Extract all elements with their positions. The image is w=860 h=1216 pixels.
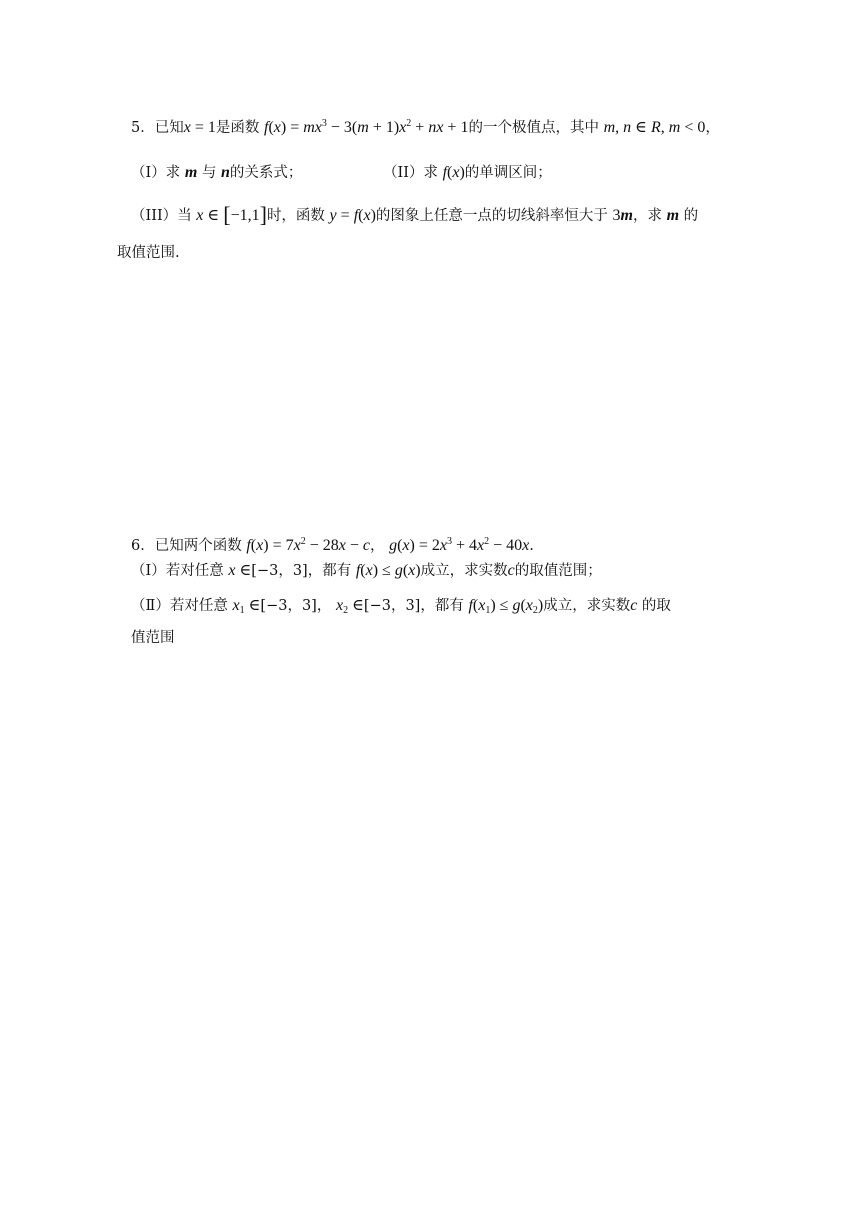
q6-p1-range: [−3，3] — [251, 563, 308, 579]
q6-p1-text-c: 成立，求实数 — [420, 563, 508, 579]
q6-p2-text-b: ，都有 — [420, 598, 464, 614]
q5-p3-interval: x ∈ [−1,1] — [196, 202, 267, 227]
q6-g: $g(x) = 2x^3 + 4x^2 - 40x$ — [389, 536, 530, 554]
q6-p2-text-a: 若对任意 — [169, 598, 228, 614]
q5-p3-text-b: 时，函数 — [266, 208, 325, 224]
q6-p1-ineq: f(x) ≤ g(x) — [355, 562, 421, 579]
q6-number: 6． — [131, 538, 155, 554]
q6-end: . — [529, 538, 534, 554]
q5-part3 — [131, 202, 860, 227]
q6-part2 — [131, 598, 860, 614]
q6-p1-x: x ∈ — [228, 562, 252, 579]
q6-p2-c: c — [630, 597, 638, 614]
q5-p2-func: f(x) — [442, 164, 465, 181]
q5-intro-a: 已知 — [154, 120, 184, 136]
q5-intro-b: 是函数 — [215, 120, 260, 136]
q6-p2-range1: [−3，3] — [260, 598, 317, 614]
q6-f: $f(x) = 7x^2 - 28x - c$ — [246, 536, 370, 554]
q6-p2-x2: $x_2$ ∈ — [335, 597, 364, 616]
q5-p3-func: y = f(x) — [329, 207, 376, 224]
q6-p1-c: c — [507, 562, 515, 579]
q5-p2-text-b: 的单调区间； — [464, 165, 552, 181]
q6-p2-ineq: $f(x_1) \le g(x_2)$ — [468, 597, 544, 616]
q5-part2 — [383, 165, 552, 181]
q5-p3-text-a: 当 — [177, 208, 192, 224]
q5-p3-3m: 3m — [612, 207, 633, 224]
q6-p2-line2: 值范围 — [131, 630, 175, 646]
q6-intro: 已知两个函数 — [154, 538, 242, 554]
q5-p2-label: （II） — [383, 165, 424, 181]
q6-p1-text-d: 的取值范围； — [514, 563, 602, 579]
q5-statement — [131, 120, 860, 136]
q5-p1-m: m — [184, 164, 198, 181]
q6-statement — [131, 538, 860, 554]
q6-p1-text-b: ，都有 — [307, 563, 352, 579]
q6-p2-sep: ， — [316, 598, 332, 614]
q5-p1-label: （I） — [131, 165, 166, 181]
q6-p1-label: （Ⅰ） — [131, 563, 166, 579]
q5-p3-line2: 取值范围. — [117, 245, 180, 261]
q5-intro-c: 的一个极值点，其中 — [468, 120, 599, 136]
q6-sep: ， — [369, 538, 385, 554]
q5-p1-n: n — [221, 164, 230, 181]
q6-part1 — [131, 563, 860, 579]
q5-p1-text-c: 的关系式； — [229, 165, 303, 181]
q5-condition: x = 1 — [183, 119, 216, 136]
q5-p3-m: m — [666, 207, 680, 224]
q5-function: $f(x) = mx^3 - 3(m + 1)x^2$ + nx + 1 — [263, 118, 469, 136]
q6-part2-line2 — [131, 631, 860, 646]
q5-params: m, n ∈ R, m < 0 — [603, 119, 706, 136]
q6-p2-x1: $x_1$ ∈ — [232, 597, 261, 616]
q5-p3-text-e: 的 — [683, 208, 699, 224]
q5-p3-text-c: 的图象上任意一点的切线斜率恒大于 — [375, 208, 608, 224]
q6-p2-text-c: 成立，求实数 — [543, 598, 631, 614]
q5-number: 5． — [131, 120, 155, 136]
q6-p2-text-d: 的取 — [641, 598, 671, 614]
q5-p3-text-d: ，求 — [632, 208, 662, 224]
q6-p2-range2: [−3，3] — [363, 598, 421, 614]
q6-p2-label: （Ⅱ） — [131, 598, 170, 614]
q6-p1-text-a: 若对任意 — [165, 563, 224, 579]
q5-part3-line2 — [117, 246, 860, 261]
q5-p1-text-b: 与 — [201, 165, 217, 181]
q5-p2-text-a: 求 — [423, 165, 438, 181]
q5-end: ， — [705, 120, 720, 136]
q5-p1-text-a: 求 — [165, 165, 181, 181]
q5-p3-label: （III） — [131, 208, 178, 224]
